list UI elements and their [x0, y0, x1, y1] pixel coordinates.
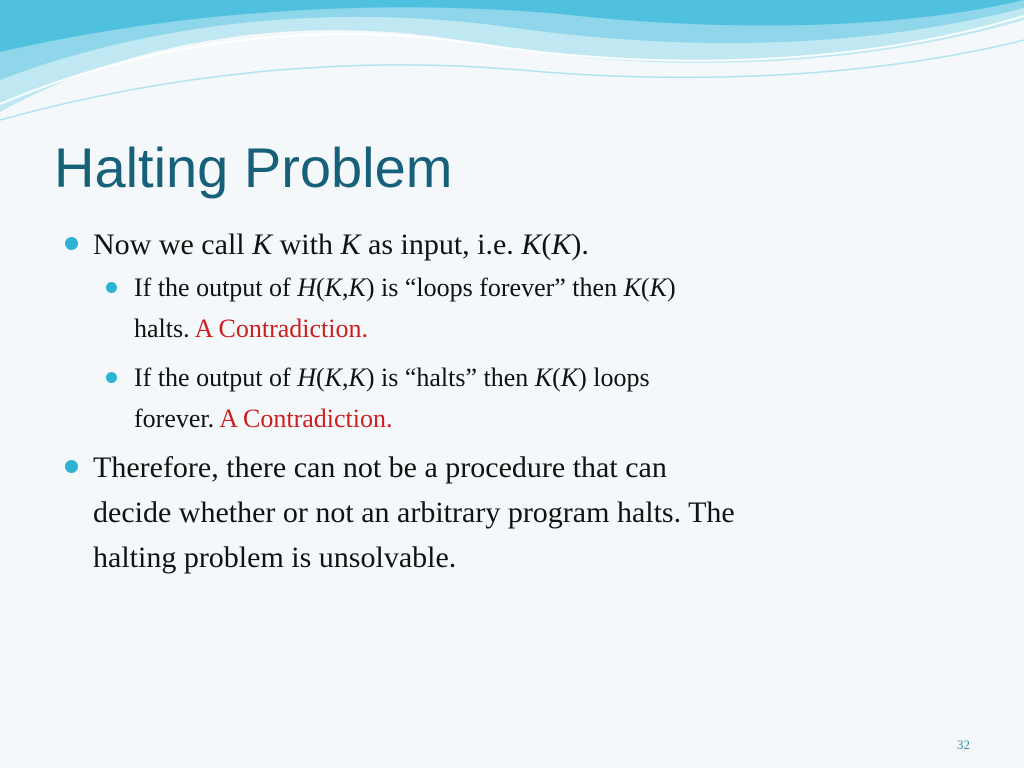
text: ( [552, 363, 561, 392]
text: ( [315, 363, 325, 392]
text: , [341, 363, 349, 392]
text: ( [541, 228, 552, 261]
slide-title: Halting Problem [54, 136, 453, 199]
text: ) [666, 273, 676, 302]
text: If the output of [134, 273, 298, 302]
bullet-circle-icon [106, 372, 117, 383]
text: ) loops [578, 363, 650, 392]
text-line: halting problem is unsolvable. [93, 541, 457, 574]
text: ). [571, 228, 589, 261]
bullet-circle-icon [65, 460, 78, 473]
var-k: K [348, 363, 366, 392]
text: with [272, 228, 341, 261]
text: halts. [134, 314, 195, 343]
sub-bullet-loops-forever [103, 267, 962, 349]
text: forever. [134, 404, 220, 433]
text: as input, i.e. [360, 228, 522, 261]
contradiction-text: A Contradiction. [219, 404, 393, 433]
var-k: K [649, 273, 667, 302]
var-k: K [340, 228, 361, 261]
text: ( [315, 273, 325, 302]
var-k: K [348, 273, 366, 302]
var-k: K [252, 228, 273, 261]
var-h: H [297, 363, 316, 392]
bullet-circle-icon [65, 237, 78, 250]
text: ) is “halts” then [365, 363, 535, 392]
text: Now we call [93, 228, 253, 261]
var-k: K [324, 273, 342, 302]
sub-bullet-halts [103, 357, 962, 439]
bullet-now-we-call [62, 222, 962, 267]
text-line: decide whether or not an arbitrary program halts. The [93, 496, 735, 529]
var-h: H [297, 273, 316, 302]
var-k: K [534, 363, 553, 392]
bullet-therefore [62, 445, 962, 580]
var-k: K [623, 273, 641, 302]
bullet-circle-icon [106, 282, 117, 293]
text: ) is “loops forever” then [365, 273, 624, 302]
contradiction-text: A Contradiction. [194, 314, 368, 343]
wave-decoration [0, 0, 1024, 130]
var-k: K [551, 228, 572, 261]
text-line: Therefore, there can not be a procedure that can [93, 451, 667, 484]
slide-content [62, 222, 962, 580]
var-k: K [560, 363, 579, 392]
text: If the output of [134, 363, 298, 392]
var-k: K [324, 363, 342, 392]
page-number: 32 [957, 737, 970, 752]
var-k: K [521, 228, 542, 261]
text: ( [640, 273, 650, 302]
text: , [341, 273, 349, 302]
